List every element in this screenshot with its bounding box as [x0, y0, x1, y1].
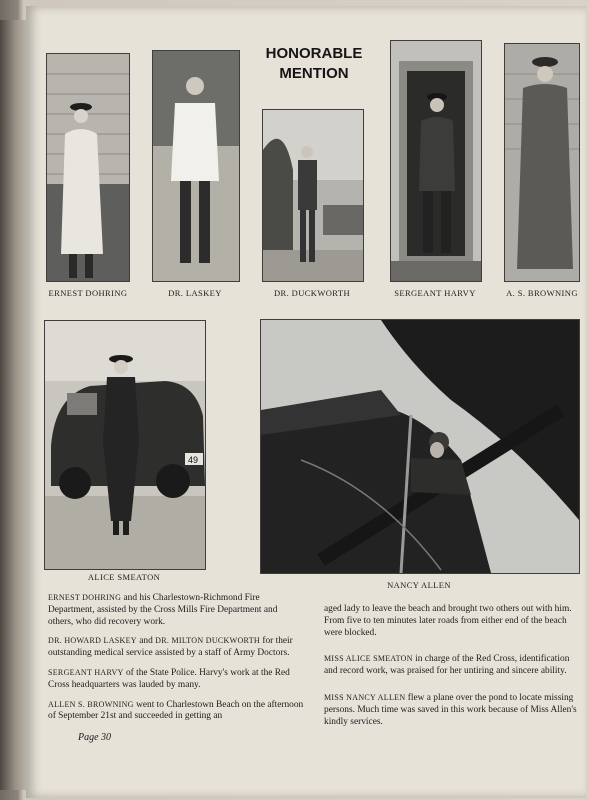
- paragraph-smeaton: MISS ALICE SMEATON in charge of the Red Cross, identification and record work, was praised for her untiring and sincere ability.: [324, 654, 570, 677]
- title-line-2: MENTION: [279, 65, 349, 82]
- page-number: Page 30: [78, 732, 112, 743]
- photo-sergeant-harvy: [390, 40, 482, 282]
- photo-dr-laskey: [152, 50, 240, 282]
- page-title: [254, 44, 374, 84]
- caption-a-s-browning: A. S. BROWNING: [506, 288, 578, 298]
- title-line-1: HONORABLE: [265, 45, 363, 62]
- paragraph-allen: MISS NANCY ALLEN flew a plane over the pond to locate missing persons. Much time was saved in this work because of Miss Allen's kindly services.: [324, 692, 577, 727]
- caption-alice-smeaton: ALICE SMEATON: [87, 572, 161, 582]
- caption-ernest-dohring: ERNEST DOHRING: [48, 288, 128, 298]
- license-plate-text: 49: [188, 455, 199, 465]
- paragraph-browning: ALLEN S. BROWNING went to Charlestown Beach on the afternoon of September 21st and succeeded in getting an: [48, 699, 304, 722]
- photo-dr-duckworth: [262, 109, 364, 282]
- caption-nancy-allen: NANCY ALLEN: [387, 580, 451, 590]
- paragraph-browning-cont: aged lady to leave the beach and brought two others out with him. From five to ten minutes later roads from either end of the beach were blocked.: [324, 604, 572, 638]
- paragraph-laskey-duckworth: DR. HOWARD LASKEY and DR. MILTON DUCKWORTH for their outstanding medical service assisted by a staff of Army Doctors.: [48, 636, 293, 659]
- photo-a-s-browning: [504, 43, 580, 282]
- paragraph-dohring: ERNEST DOHRING and his Charlestown-Richmond Fire Department, assisted by the Cross Mills Fire Department and others, who did recovery work.: [48, 593, 278, 627]
- text-column-right: [324, 604, 578, 735]
- book-spine: [0, 20, 26, 790]
- paragraph-harvy: SERGEANT HARVY of the State Police. Harvy's work at the Red Cross headquarters was lauded by many.: [48, 667, 290, 690]
- text-column-left: [48, 592, 304, 730]
- photo-ernest-dohring: [46, 53, 130, 282]
- caption-sergeant-harvy: SERGEANT HARVY: [394, 288, 476, 298]
- caption-dr-laskey: DR. LASKEY: [168, 288, 222, 298]
- photo-nancy-allen: [260, 319, 580, 574]
- caption-dr-duckworth: DR. DUCKWORTH: [274, 288, 350, 298]
- photo-alice-smeaton: [44, 320, 206, 570]
- yearbook-page: [26, 6, 586, 798]
